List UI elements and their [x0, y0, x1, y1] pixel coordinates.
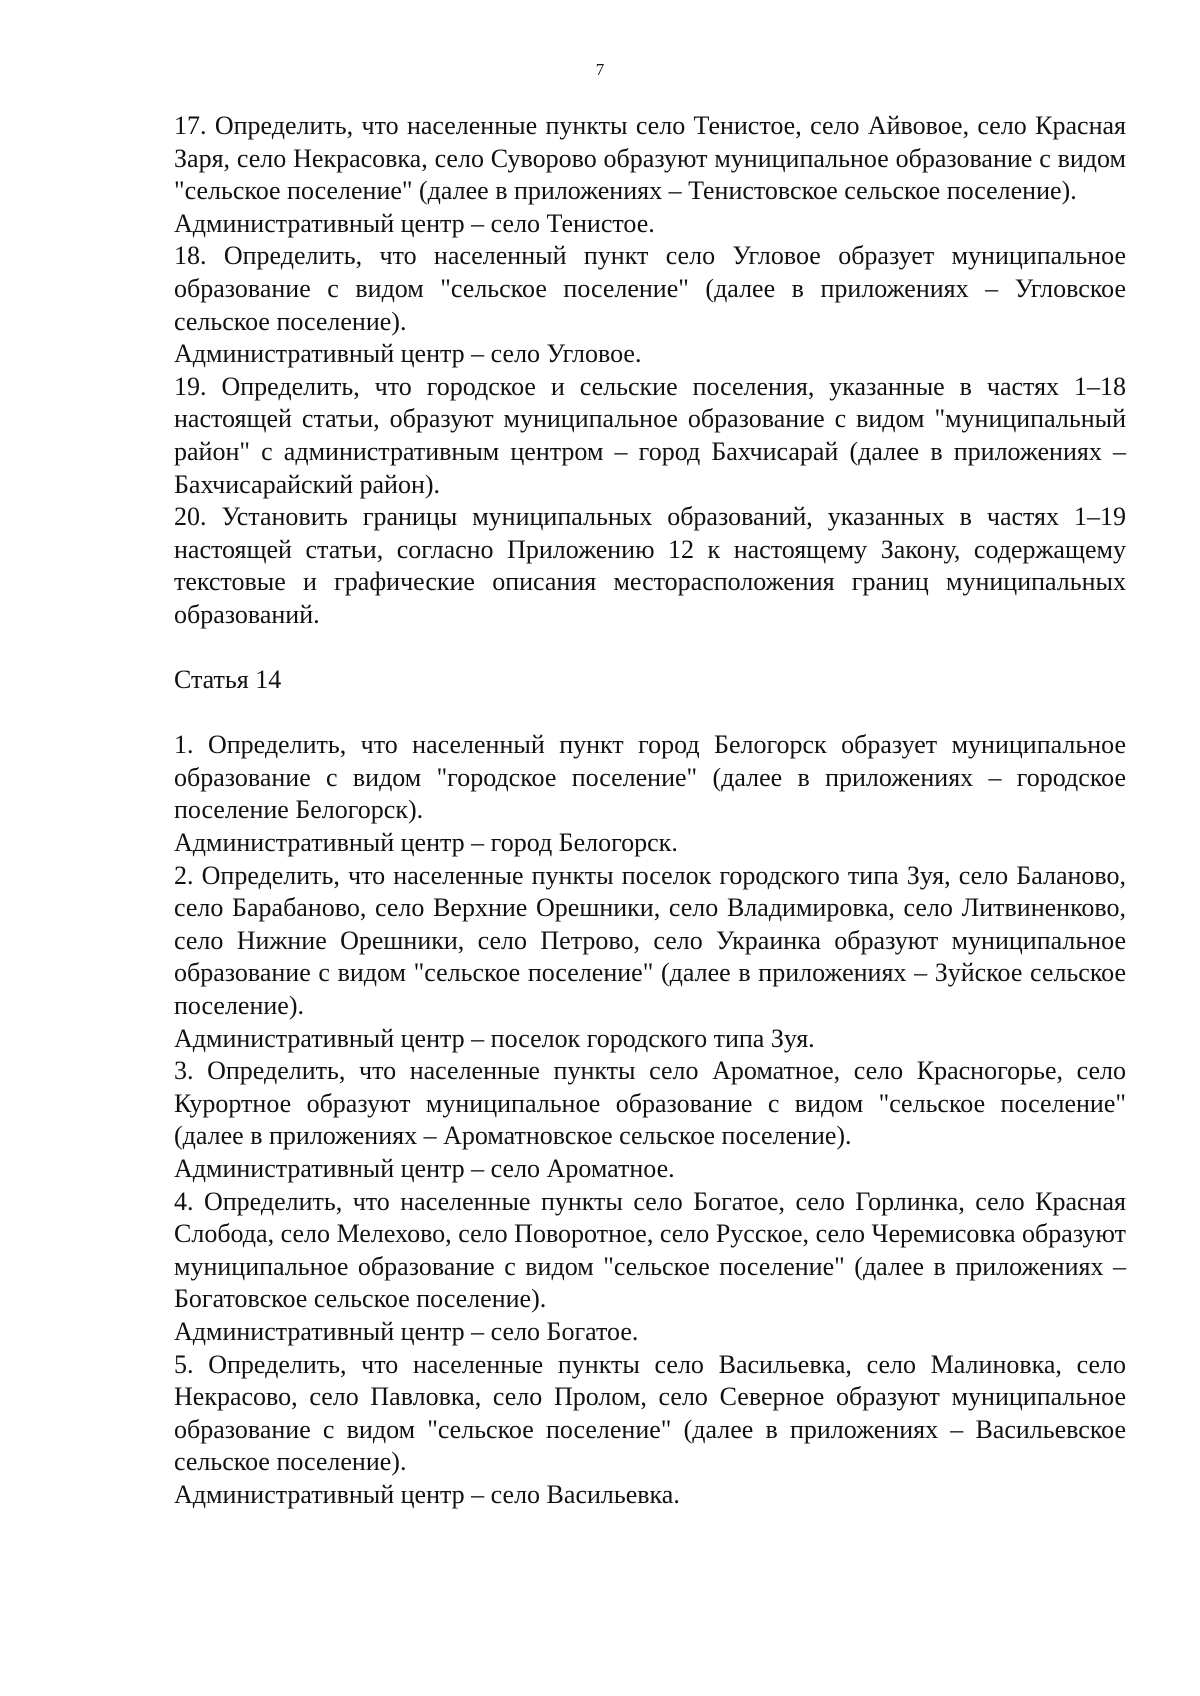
document-body: [174, 110, 1126, 1512]
article13-part19: 19. Определить, что городское и сельские поселения, указанные в частях 1–18 настоящей статьи, образуют муниципальное образование с видом "муниципальный район" с административным центром – город Бахчисарай (далее в приложениях – Бахчисарайский район).: [174, 371, 1126, 499]
article14-part3: 3. Определить, что населенные пункты село Ароматное, село Красногорье, село Курортное образуют муниципальное образование с видом "сельское поселение" (далее в приложениях – Ароматновское сельское поселение).: [174, 1056, 1126, 1151]
article13-part18: 18. Определить, что населенный пункт село Угловое образует муниципальное образование с видом "сельское поселение" (далее в приложениях – Угловское сельское поселение).: [174, 241, 1126, 336]
article13-part18-admin-center: Административный центр – село Угловое.: [174, 339, 642, 369]
article14-part4: 4. Определить, что населенные пункты село Богатое, село Горлинка, село Красная Слобода, село Мелехово, село Поворотное, село Русское, село Черемисовка образуют муниципальное образование с видом "сельское поселение" (далее в приложениях – Богатовское сельское поселение).: [174, 1186, 1126, 1314]
article14-part1-admin-center: Административный центр – город Белогорск.: [174, 828, 678, 858]
spacer: [174, 632, 1126, 665]
article13-part17-admin-center: Административный центр – село Тенистое.: [174, 208, 655, 238]
article14-part4-admin-center: Административный центр – село Богатое.: [174, 1316, 639, 1346]
page-number: 7: [595, 60, 605, 79]
article14-heading: Статья 14: [174, 665, 282, 695]
article14-part3-admin-center: Административный центр – село Ароматное.: [174, 1154, 675, 1183]
article14-part1: 1. Определить, что населенный пункт город Белогорск образует муниципальное образование с видом "городское поселение" (далее в приложениях – городское поселение Белогорск).: [174, 730, 1126, 825]
article14-part5: 5. Определить, что населенные пункты село Васильевка, село Малиновка, село Некрасово, село Павловка, село Пролом, село Северное образуют муниципальное образование с видом "сельское поселение" (далее в приложениях – Васильевское сельское поселение).: [174, 1349, 1126, 1477]
article14-part5-admin-center: Административный центр – село Васильевка.: [174, 1479, 680, 1509]
spacer: [174, 697, 1126, 730]
article13-part20: 20. Установить границы муниципальных образований, указанных в частях 1–19 настоящей статьи, согласно Приложению 12 к настоящему Закону, содержащему текстовые и графические описания месторасположения границ муниципальных образований.: [174, 502, 1126, 629]
article14-part2-admin-center: Административный центр – поселок городского типа Зуя.: [174, 1023, 815, 1053]
article14-part2: 2. Определить, что населенные пункты поселок городского типа Зуя, село Баланово, село Барабаново, село Верхние Орешники, село Владимировка, село Литвиненково, село Нижние Орешники, село Петрово, село Украинка образуют муниципальное образование с видом "сельское поселение" (далее в приложениях – Зуйское сельское поселение).: [174, 860, 1126, 1021]
article13-part17: 17. Определить, что населенные пункты село Тенистое, село Айвовое, село Красная Заря, село Некрасовка, село Суворово образуют муниципальное образование с видом "сельское поселение" (далее в приложениях – Тенистовское сельское поселение).: [174, 111, 1126, 206]
